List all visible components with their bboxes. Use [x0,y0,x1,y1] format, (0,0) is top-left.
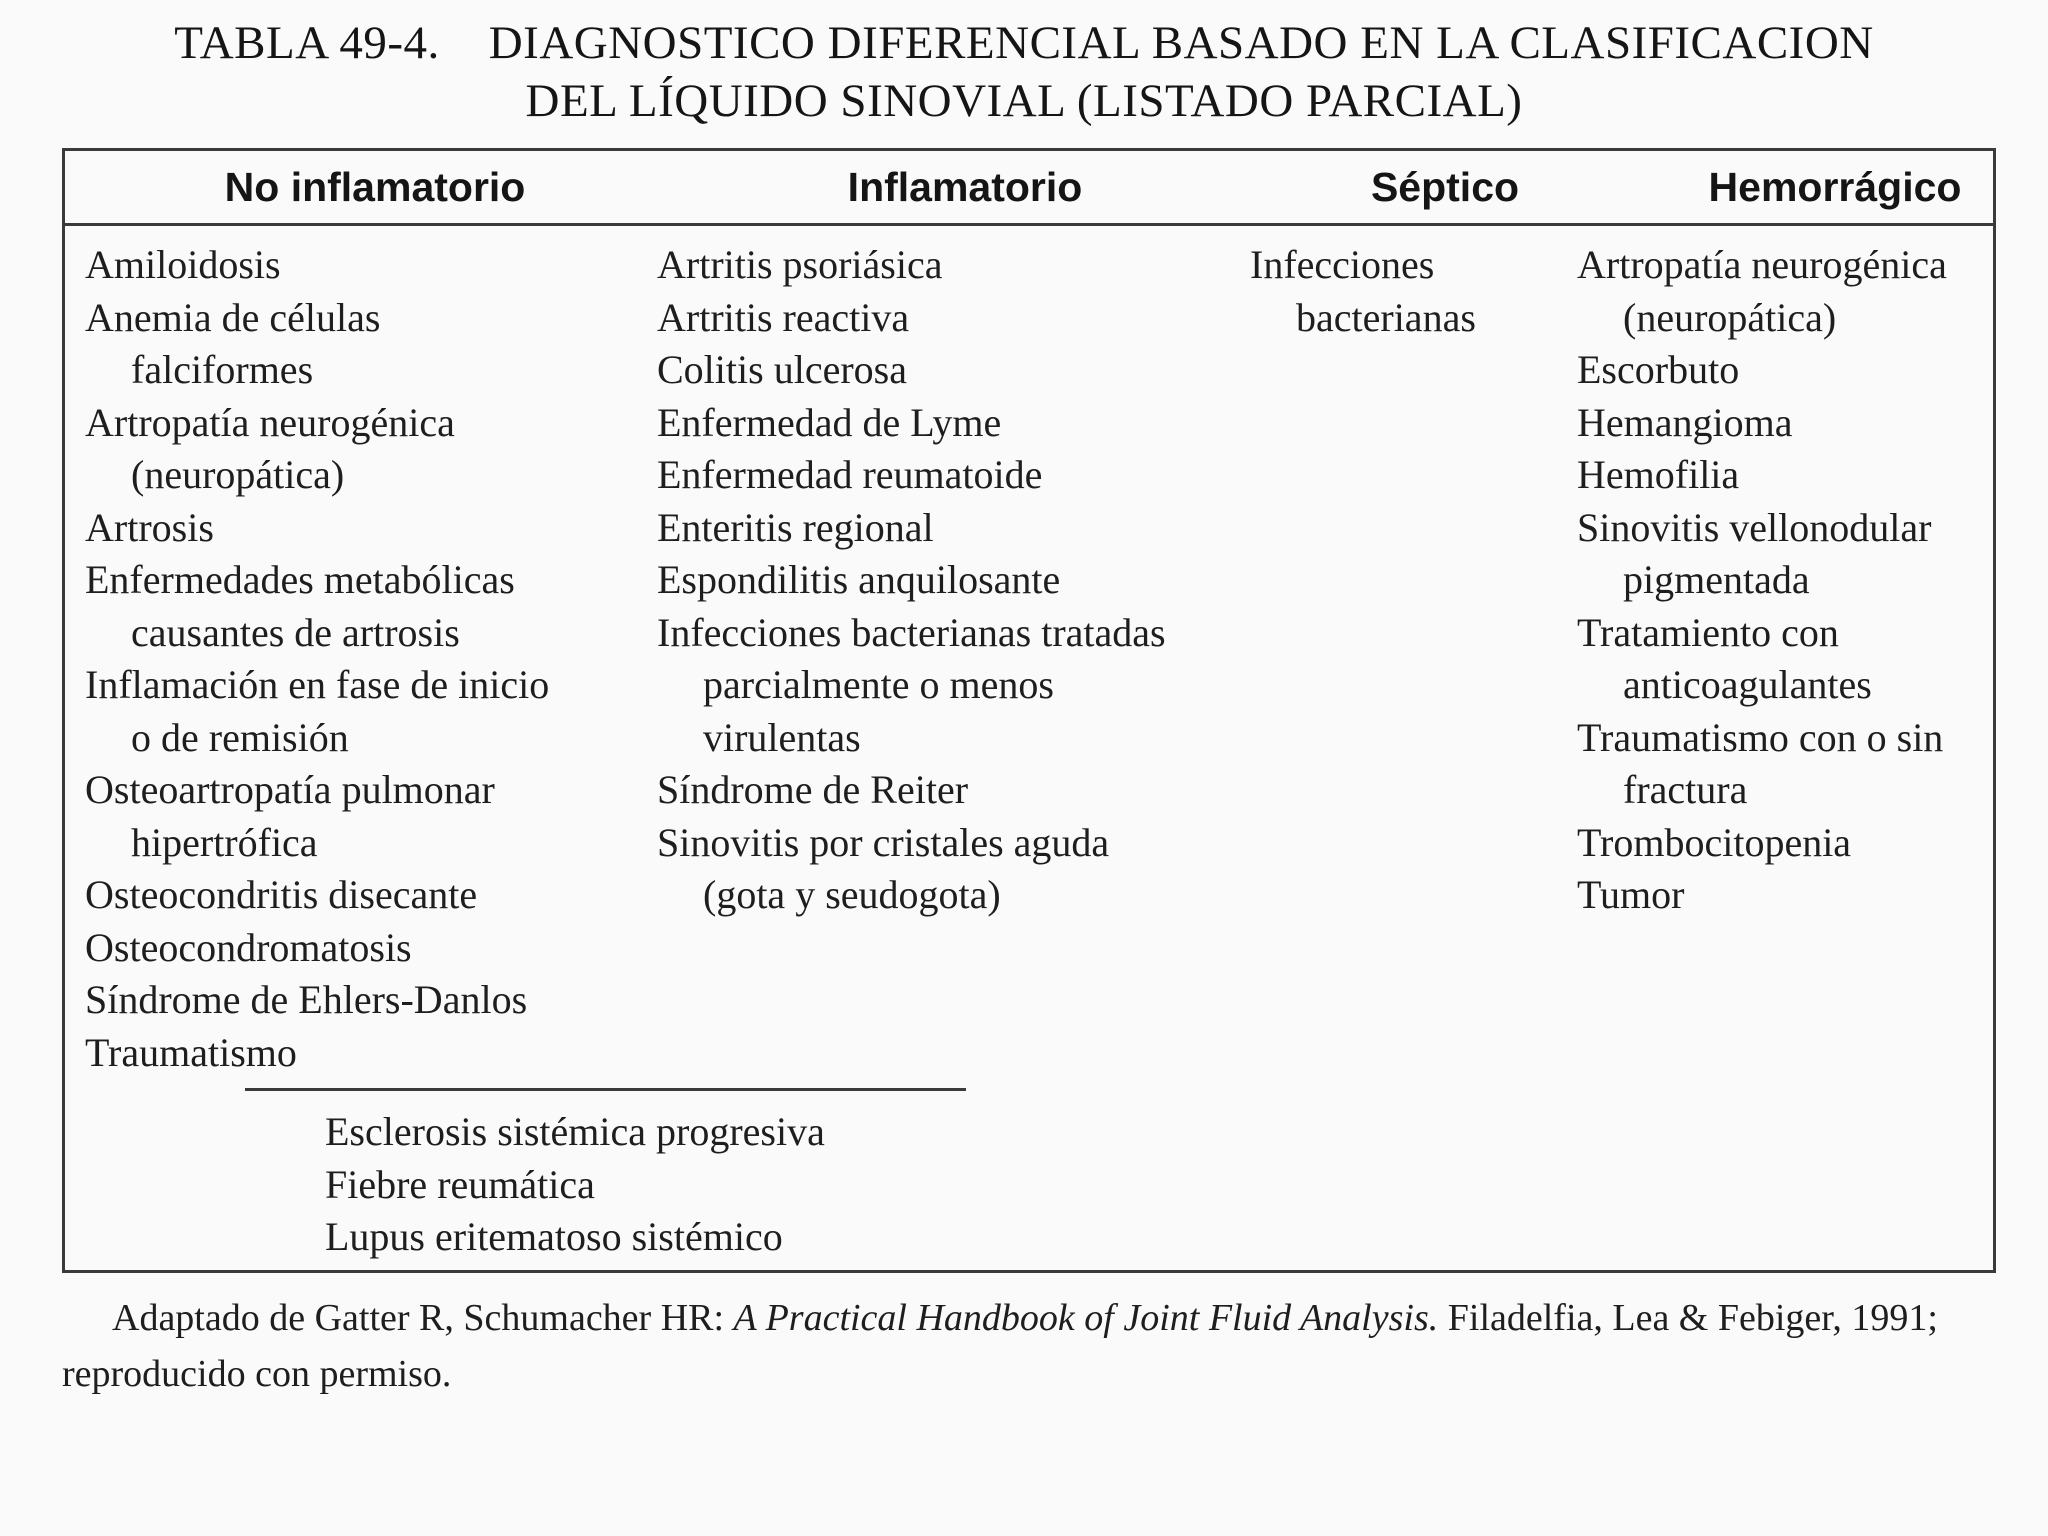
list-item: Espondilitis anquilosante [657,557,1061,602]
header-rule [65,223,1993,226]
list-item: Osteocondritis disecante [85,872,478,917]
list-item: Síndrome de Ehlers-Danlos [85,977,528,1022]
list-item: Escorbuto [1577,347,1740,392]
list-item: Enteritis regional [657,504,934,550]
list-item: Artrosis [85,504,214,550]
diagnosis-table [62,148,1996,1273]
list-item: Enfermedades metabólicas causantes de artrosis [85,557,515,655]
list-item: Hemangioma [1577,399,1793,445]
list-item: Inflamación en fase de inicio o de remisión [85,662,550,760]
column-inflamatorio [657,239,1177,922]
column-header-hemorragico: Hemorrágico [1708,164,1962,210]
list-item: Síndrome de Reiter [657,767,969,812]
list-item: Infecciones bacterianas [1250,242,1476,340]
list-item: Artropatía neurogénica (neuropática) [85,399,455,497]
footnote-book-title: A Practical Handbook of Joint Fluid Analysis. [733,1297,1439,1339]
list-item: Fiebre reumática [325,1161,595,1207]
list-item: Artritis reactiva [657,294,910,340]
list-item: Tumor [1577,872,1685,917]
source-footnote [62,1290,2007,1402]
list-item: Anemia de células falciformes [85,294,381,392]
footnote-suffix: Filadelfia, Lea & Febiger, 1991; reproducido con permiso. [62,1297,1938,1395]
table-title-line-2: DEL LÍQUIDO SINOVIAL (LISTADO PARCIAL) [525,75,1523,127]
column-hemorragico [1577,239,1987,922]
list-item: Sinovitis por cristales aguda (gota y seudogota) [657,819,1110,917]
table-title-line-1: TABLA 49-4. DIAGNOSTICO DIFERENCIAL BASADO EN LA CLASIFICACION [174,17,1874,69]
shared-items-divider [245,1088,966,1091]
list-item: Osteoartropatía pulmonar hipertrófica [85,767,495,865]
shared-items-list [325,1106,825,1264]
list-item: Amiloidosis [85,242,281,287]
list-item: Lupus eritematoso sistémico [325,1214,783,1259]
list-item: Tratamiento con anticoagulantes [1577,609,1872,707]
footnote-prefix: Adaptado de Gatter R, Schumacher HR: [112,1297,734,1339]
list-item: Esclerosis sistémica progresiva [325,1109,825,1154]
list-item: Enfermedad reumatoide [657,452,1043,497]
column-header-septico: Séptico [1370,164,1520,210]
list-item: Osteocondromatosis [85,924,412,970]
column-no-inflamatorio [85,239,625,1079]
list-item: Traumatismo [85,1029,297,1075]
list-item: Hemofilia [1577,452,1740,497]
column-header-inflamatorio: Inflamatorio [847,164,1083,210]
list-item: Enfermedad de Lyme [657,399,1002,445]
list-item: Infecciones bacterianas tratadas parcialmente o menos virulentas [657,609,1166,760]
column-header-no-inflamatorio: No inflamatorio [224,164,526,210]
list-item: Traumatismo con o sin fractura [1577,714,1944,812]
list-item: Artritis psoriásica [657,242,943,287]
list-item: Artropatía neurogénica (neuropática) [1577,242,1947,340]
column-septico [1250,239,1510,344]
list-item: Colitis ulcerosa [657,347,907,392]
list-item: Sinovitis vellonodular pigmentada [1577,504,1932,602]
list-item: Trombocitopenia [1577,819,1852,865]
